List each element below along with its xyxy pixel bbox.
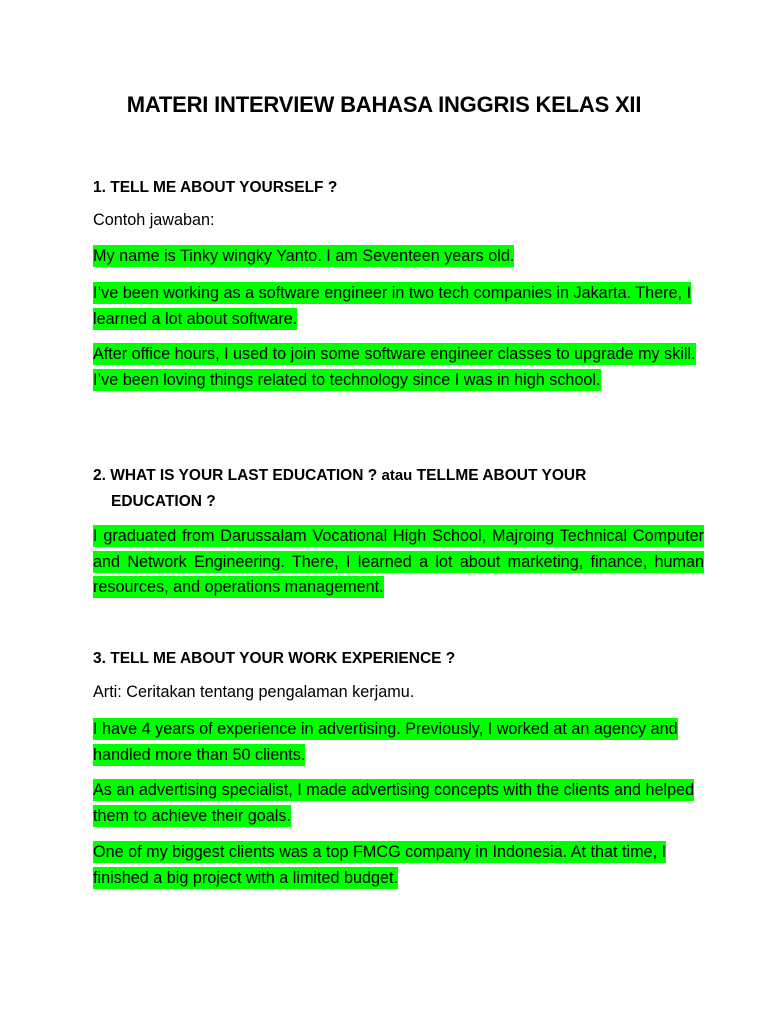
section-1-label: Contoh jawaban: bbox=[93, 211, 215, 229]
section-2-heading-part-1: 2. WHAT IS YOUR LAST EDUCATION ? bbox=[93, 467, 378, 484]
section-2-heading bbox=[93, 463, 713, 515]
section-2-heading-part-2: TELLME ABOUT YOUR bbox=[416, 467, 587, 484]
section-2-paragraph-1 bbox=[93, 524, 704, 601]
section-3-paragraph-1 bbox=[93, 717, 704, 768]
section-3-heading: 3. TELL ME ABOUT YOUR WORK EXPERIENCE ? bbox=[93, 650, 456, 667]
section-3-label: Arti: Ceritakan tentang pengalaman kerjamu. bbox=[93, 683, 415, 701]
highlighted-text: I have 4 years of experience in advertising. Previously, I worked at an agency and handled more than 50 clients. bbox=[93, 720, 678, 764]
page-title: MATERI INTERVIEW BAHASA INGGRIS KELAS XII bbox=[126, 92, 642, 117]
section-1-paragraph-2 bbox=[93, 281, 704, 332]
highlighted-text: After office hours, I used to join some software engineer classes to upgrade my skill. I’ve been loving things related to technology since I was in high school. bbox=[93, 345, 696, 389]
section-3-paragraph-3 bbox=[93, 840, 704, 891]
highlighted-text: I’ve been working as a software engineer in two tech companies in Jakarta. There, I learned a lot about software. bbox=[93, 284, 692, 328]
highlighted-text: I graduated from Darussalam Vocational High School, Majroing Technical Computer and Network Engineering. There, I learned a lot about marketing, finance, human resources, and operations management. bbox=[93, 527, 704, 596]
section-3-paragraph-2 bbox=[93, 778, 704, 829]
highlighted-text: My name is Tinky wingky Yanto. I am Seventeen years old. bbox=[93, 247, 515, 265]
section-1-paragraph-3 bbox=[93, 342, 704, 393]
section-2-heading-atau: atau bbox=[381, 467, 413, 484]
section-2-heading-part-3: EDUCATION ? bbox=[111, 493, 216, 510]
highlighted-text: One of my biggest clients was a top FMCG company in Indonesia. At that time, I finished a big project with a limited budget. bbox=[93, 843, 667, 887]
section-1-heading: 1. TELL ME ABOUT YOURSELF ? bbox=[93, 179, 338, 196]
highlighted-text: As an advertising specialist, I made advertising concepts with the clients and helped them to achieve their goals. bbox=[93, 781, 695, 825]
section-1-paragraph-1 bbox=[93, 244, 704, 270]
